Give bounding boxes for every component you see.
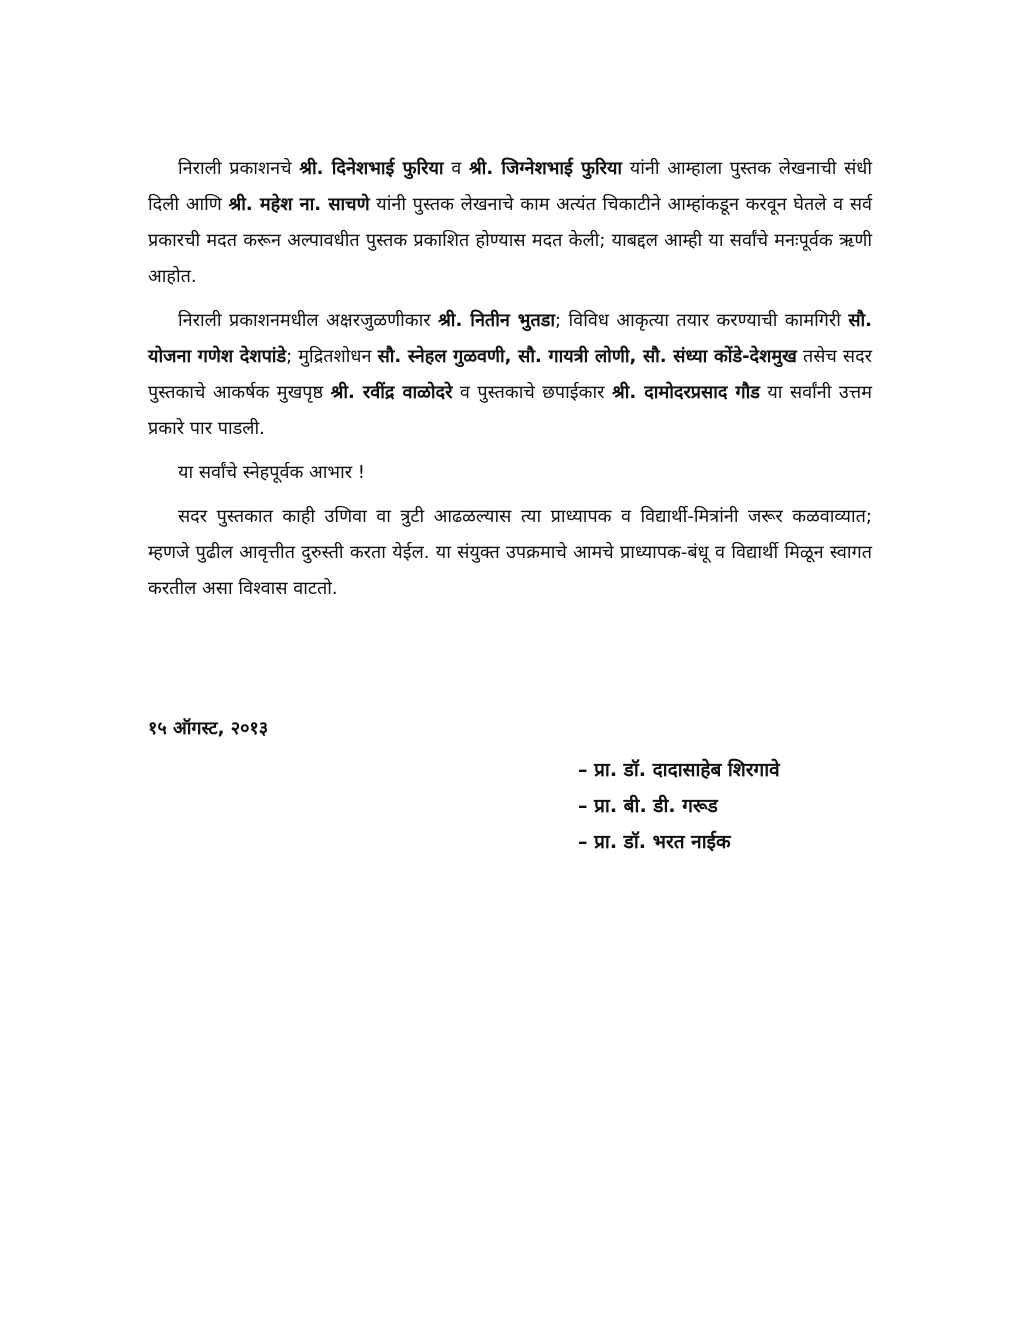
bold-name-run: सौ. योजना गणेश देशपांडे: [148, 310, 872, 367]
bold-name-run: श्री. रवींद्र वाळोदरे: [330, 382, 453, 403]
text-run: निराली प्रकाशनमधील अक्षरजुळणीकार: [178, 310, 439, 331]
text-run: व पुस्तकाचे छपाईकार: [452, 382, 612, 403]
author-name: – प्रा. डॉ. दादासाहेब शिरगावे: [578, 759, 780, 781]
bold-name-run: श्री. दामोदरप्रसाद गौड: [611, 382, 760, 403]
paragraph: [148, 455, 872, 491]
bold-name-run: सौ. स्नेहल गुळवणी, सौ. गायत्री लोणी, सौ. संध्या कोंडे-देशमुख: [377, 346, 797, 367]
paragraph: [148, 151, 872, 295]
paragraph: [148, 303, 872, 447]
bold-name-run: श्री. नितीन भुतडा: [438, 310, 556, 331]
text-run: यांनी आम्हाला पुस्तक लेखनाची संधी दिली आणि: [148, 158, 873, 215]
text-run: यांनी पुस्तक लेखनाचे काम अत्यंत चिकाटीने आम्हांकडून करवून घेतले व सर्व प्रकारची मदत करून अल्पावधीत पुस्तक प्रकाशित होण्यास मदत केली; याबद्दल आम्ही या सर्वांचे मनःपूर्वक ऋणी आहोत.: [148, 194, 872, 287]
text-run: ; विविध आकृत्या तयार करण्याची कामगिरी: [555, 310, 849, 331]
bold-name-run: श्री. जिग्नेशभाई फुरिया: [468, 158, 623, 179]
date-line: १५ ऑगस्ट, २०१३: [148, 718, 269, 739]
author-name: – प्रा. डॉ. भरत नाईक: [578, 831, 731, 853]
text-run: ; मुद्रितशोधन: [286, 346, 378, 367]
text-run: या सर्वांनी उत्तम प्रकारे पार पाडली.: [148, 382, 872, 439]
author-list: [578, 752, 780, 860]
acknowledgement-body: [148, 151, 872, 615]
text-run: तसेच सदर पुस्तकाचे आकर्षक मुखपृष्ठ: [148, 346, 872, 403]
author-name: – प्रा. बी. डी. गरूड: [578, 795, 718, 817]
text-run: या सर्वांचे स्नेहपूर्वक आभार !: [178, 462, 366, 483]
bold-name-run: श्री. दिनेशभाई फुरिया: [299, 158, 444, 179]
text-run: निराली प्रकाशनचे: [178, 158, 300, 179]
bold-name-run: श्री. महेश ना. साचणे: [228, 194, 370, 215]
text-run: सदर पुस्तकात काही उणिवा वा त्रुटी आढळल्यास त्या प्राध्यापक व विद्यार्थी-मित्रांनी जरूर कळवाव्यात; म्हणजे पुढील आवृत्तीत दुरुस्ती करता येईल. या संयुक्त उपक्रमाचे आमचे प्राध्यापक-बंधू व विद्यार्थी मिळून स्वागत करतील असा विश्वास वाटतो.: [148, 506, 872, 599]
paragraph: [148, 499, 872, 607]
text-run: व: [443, 158, 469, 179]
